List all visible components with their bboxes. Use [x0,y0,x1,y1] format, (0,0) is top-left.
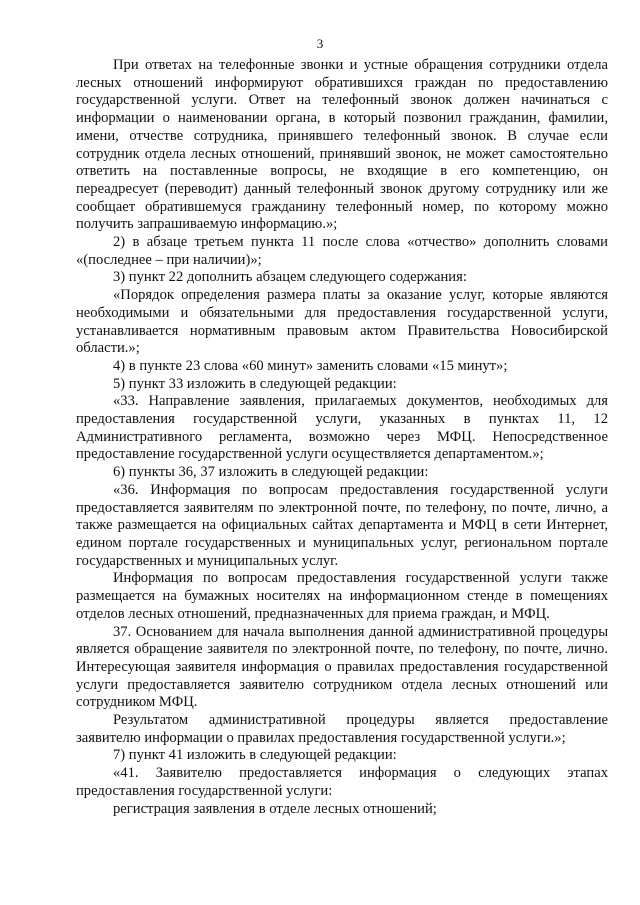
paragraph-item-33: «33. Направление заявления, прилагаемых документов, необходимых для предоставления государственной услуги, указанных в пунктах 11, 12 Административного регламента, возможно через МФЦ. Непосредственное предоставление государственной услуги осуществляется департаментом.»; [76,393,608,463]
paragraph-amendment-5: 5) пункт 33 изложить в следующей редакции: [113,375,397,392]
paragraph-amendment-6: 6) пункты 36, 37 изложить в следующей редакции: [113,464,429,481]
paragraph-amendment-2: 2) в абзаце третьем пункта 11 после слова «отчество» дополнить словами «(последнее – при наличии)»; [76,234,608,268]
page-number: 3 [316,36,324,51]
paragraph-amendment-4: 4) в пункте 23 слова «60 минут» заменить словами «15 минут»; [113,357,508,374]
paragraph-information-stand: Информация по вопросам предоставления государственной услуги также размещается на бумажных носителях на информационном стенде в помещениях отделов лесных отношений, предназначенных для приема граждан, и МФЦ. [76,570,608,622]
paragraph-amendment-3: 3) пункт 22 дополнить абзацем следующего содержания: [113,269,467,286]
paragraph-amendment-7: 7) пункт 41 изложить в следующей редакции: [113,747,397,764]
paragraph-phone-inquiries: При ответах на телефонные звонки и устные обращения сотрудники отдела лесных отношений информируют обратившихся граждан по предоставлению государственной услуги. Ответ на телефонный звонок должен начинаться с информации о наименовании органа, в который позвонил гражданин, фамилии, имени, отчестве сотрудника, принявшего телефонный звонок. В случае если сотрудник отдела лесных отношений, принявший звонок, не может самостоятельно ответить на поставленные вопросы, не входящие в его компетенцию, он переадресует (переводит) данный телефонный звонок другому сотруднику или же сообщает обратившемуся гражданину телефонный номер, по которому можно получить запрашиваемую информацию.»; [76,57,608,233]
paragraph-procedure-result: Результатом административной процедуры является предоставление заявителю информации о правилах предоставления государственной услуги.»; [76,712,608,746]
paragraph-registration-stage: регистрация заявления в отделе лесных отношений; [113,800,437,817]
paragraph-item-36: «36. Информация по вопросам предоставления государственной услуги предоставляется заявителям по электронной почте, по телефону, по почте, лично, а также размещается на официальных сайтах департамента и МФЦ в сети Интернет, едином портале государственных и муниципальных услуг, региональном портале государственных и муниципальных услуг. [76,481,608,569]
paragraph-fee-procedure: «Порядок определения размера платы за оказание услуг, которые являются необходимыми и обязательными для предоставления государственной услуги, устанавливается нормативным правовым актом Правительства Новосибирской области.»; [76,287,608,357]
paragraph-item-41: «41. Заявителю предоставляется информация о следующих этапах предоставления государственной услуги: [76,765,608,799]
paragraph-item-37: 37. Основанием для начала выполнения данной административной процедуры является обращение заявителя по электронной почте, по телефону, по почте, лично. Интересующая заявителя информация о правилах предоставления государственной услуги предоставляется заявителю сотрудником отдела лесных отношений или сотрудником МФЦ. [76,623,608,711]
document-body [76,57,608,818]
